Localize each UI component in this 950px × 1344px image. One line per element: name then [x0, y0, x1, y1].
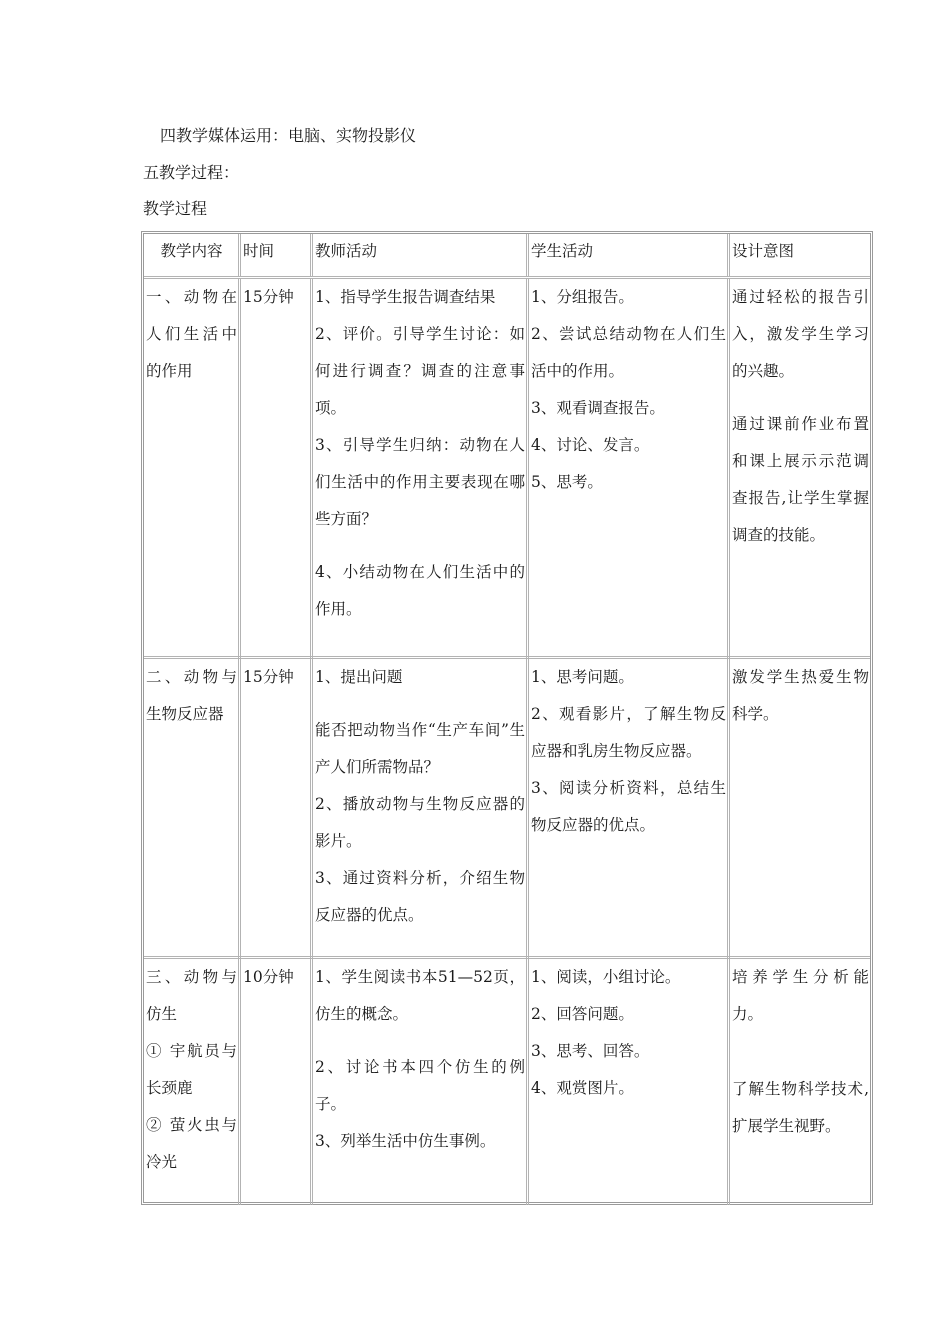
row-student	[526, 659, 727, 959]
teacher-step: 3、列举生活中仿生事例。	[315, 1132, 496, 1150]
student-step: 3、观看调查报告。	[531, 399, 665, 417]
row-time: 15分钟	[238, 659, 310, 959]
row-student	[526, 959, 727, 1205]
header-intent: 设计意图	[727, 234, 870, 276]
teacher-step: 1、指导学生报告调查结果	[315, 288, 496, 306]
teacher-step: 2、播放动物与生物反应器的影片。	[315, 795, 525, 850]
teacher-step: 1、学生阅读书本51—52页，仿生的概念。	[315, 968, 525, 1023]
header-teacher: 教师活动	[310, 234, 526, 276]
teacher-step: 2、评价。引导学生讨论：如何进行调查？调查的注意事项。	[315, 325, 525, 417]
student-step: 4、讨论、发言。	[531, 436, 650, 454]
media-line: 四教学媒体运用：电脑、实物投影仪	[160, 126, 417, 145]
row-intent	[727, 279, 870, 659]
content-text: ② 萤火虫与冷光	[146, 1116, 237, 1171]
content-text: 一、动物在人们生活中的作用	[146, 288, 237, 380]
student-step: 4、观赏图片。	[531, 1079, 634, 1097]
row-student	[526, 279, 727, 659]
student-step: 3、思考、回答。	[531, 1042, 650, 1060]
row-intent	[727, 659, 870, 959]
process-heading: 五教学过程：	[143, 163, 240, 182]
student-step: 1、分组报告。	[531, 288, 634, 306]
student-step: 3、阅读分析资料，总结生物反应器的优点。	[531, 779, 726, 834]
intent-text: 激发学生热爱生物科学。	[732, 668, 869, 723]
row-content	[144, 959, 238, 1205]
table-row	[144, 276, 870, 659]
student-step: 5、思考。	[531, 473, 603, 491]
row-content	[144, 279, 238, 659]
row-teacher	[310, 659, 526, 959]
teacher-step: 4、小结动物在人们生活中的作用。	[315, 563, 525, 618]
content-text: 三、动物与仿生	[146, 968, 237, 1023]
student-step: 2、回答问题。	[531, 1005, 634, 1023]
row-content	[144, 659, 238, 959]
student-step: 1、思考问题。	[531, 668, 634, 686]
row-time: 10分钟	[238, 959, 310, 1205]
student-step: 1、阅读，小组讨论。	[531, 968, 681, 986]
table-caption: 教学过程	[143, 199, 208, 218]
teacher-step: 3、引导学生归纳：动物在人们生活中的作用主要表现在哪些方面？	[315, 436, 525, 528]
teacher-step: 2、讨论书本四个仿生的例子。	[315, 1058, 525, 1113]
content-text: 二、动物与生物反应器	[146, 668, 237, 723]
row-intent	[727, 959, 870, 1205]
row-time: 15分钟	[238, 279, 310, 659]
student-step: 2、观看影片，了解生物反应器和乳房生物反应器。	[531, 705, 726, 760]
teaching-process-table	[141, 231, 873, 1205]
intent-text: 通过轻松的报告引入，激发学生学习的兴趣。	[732, 288, 869, 380]
row-teacher	[310, 959, 526, 1205]
intent-text: 培养学生分析能力。	[732, 968, 869, 1023]
teacher-step: 3、通过资料分析，介绍生物反应器的优点。	[315, 869, 525, 924]
header-content: 教学内容	[160, 242, 223, 260]
header-student: 学生活动	[526, 234, 727, 276]
header-time: 时间	[238, 234, 310, 276]
content-text: ① 宇航员与长颈鹿	[146, 1042, 237, 1097]
table-row	[144, 656, 870, 959]
table-header-row	[144, 234, 870, 276]
row-teacher	[310, 279, 526, 659]
intent-text: 了解生物科学技术,扩展学生视野。	[732, 1080, 869, 1135]
teacher-step: 1、提出问题	[315, 668, 403, 686]
intent-text: 通过课前作业布置和课上展示示范调查报告,让学生掌握调查的技能。	[732, 415, 869, 544]
teacher-step: 能否把动物当作“生产车间”生产人们所需物品？	[315, 721, 525, 776]
student-step: 2、尝试总结动物在人们生活中的作用。	[531, 325, 726, 380]
table-row	[144, 956, 870, 1205]
